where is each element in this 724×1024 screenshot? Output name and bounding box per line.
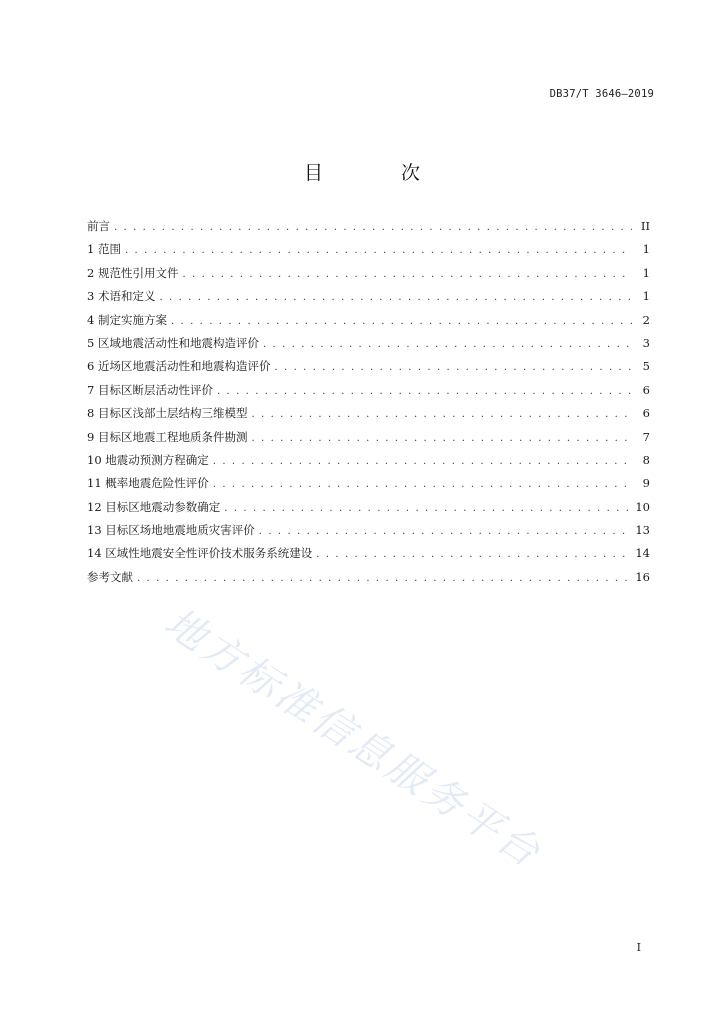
table-of-contents: [87, 218, 650, 592]
toc-leader-dots: [137, 573, 629, 584]
toc-entry-page: 1: [642, 242, 650, 257]
toc-leader-dots: [316, 549, 629, 560]
toc-entry-geological-hazard[interactable]: [87, 522, 650, 545]
toc-entry-page: 1: [642, 289, 650, 304]
toc-leader-dots: [114, 222, 632, 233]
toc-leader-dots: [274, 362, 632, 373]
toc-leader-dots: [159, 292, 632, 303]
toc-entry-foreword[interactable]: [87, 218, 650, 241]
document-code: DB37/T 3646—2019: [549, 88, 654, 100]
toc-entry-fault-activity[interactable]: [87, 382, 650, 405]
toc-entry-page: II: [640, 219, 650, 233]
toc-entry-page: 6: [642, 406, 650, 421]
toc-entry-label: 前言: [87, 219, 110, 233]
toc-leader-dots: [182, 269, 632, 280]
toc-leader-dots: [171, 316, 632, 327]
toc-entry-label: 9 目标区地震工程地质条件勘测: [87, 429, 248, 444]
toc-entry-ground-motion-parameters[interactable]: [87, 499, 650, 522]
toc-leader-dots: [213, 456, 632, 467]
toc-entry-label: 10 地震动预测方程确定: [87, 452, 209, 467]
toc-title: 目 次: [303, 162, 457, 184]
toc-entry-service-system[interactable]: [87, 545, 650, 568]
toc-entry-label: 5 区域地震活动性和地震构造评价: [87, 335, 259, 350]
toc-entry-page: 10: [635, 499, 650, 514]
toc-entry-label: 2 规范性引用文件: [87, 265, 179, 280]
toc-leader-dots: [217, 386, 632, 397]
toc-entry-label: 7 目标区断层活动性评价: [87, 382, 213, 397]
toc-entry-near-field-seismicity[interactable]: [87, 358, 650, 381]
toc-entry-page: 2: [642, 312, 650, 327]
toc-entry-label: 13 目标区场地地震地质灾害评价: [87, 523, 255, 538]
toc-entry-label: 8 目标区浅部土层结构三维模型: [87, 406, 248, 421]
toc-entry-implementation-plan[interactable]: [87, 312, 650, 335]
toc-entry-scope[interactable]: [87, 241, 650, 264]
toc-entry-regional-seismicity[interactable]: [87, 335, 650, 358]
toc-leader-dots: [251, 433, 632, 444]
toc-entry-terms[interactable]: [87, 288, 650, 311]
toc-leader-dots: [251, 409, 632, 420]
toc-leader-dots: [125, 245, 632, 256]
toc-leader-dots: [263, 339, 632, 350]
toc-entry-label: 3 术语和定义: [87, 289, 156, 304]
toc-leader-dots: [213, 479, 632, 490]
toc-entry-label: 4 制定实施方案: [87, 312, 167, 327]
toc-entry-ground-motion-equation[interactable]: [87, 452, 650, 475]
toc-entry-label: 14 区域性地震安全性评价技术服务系统建设: [87, 546, 313, 561]
toc-entry-page: 7: [642, 429, 650, 444]
toc-entry-geological-survey[interactable]: [87, 429, 650, 452]
toc-leader-dots: [259, 526, 630, 537]
toc-leader-dots: [224, 503, 629, 514]
toc-entry-label: 1 范围: [87, 242, 121, 257]
toc-entry-label: 11 概率地震危险性评价: [87, 476, 209, 491]
toc-entry-label: 参考文献: [87, 569, 133, 584]
page-number: I: [636, 941, 641, 954]
toc-entry-page: 5: [642, 359, 650, 374]
toc-entry-page: 13: [635, 523, 650, 538]
watermark: 地方标准信息服务平台: [156, 599, 551, 878]
toc-entry-normative-references[interactable]: [87, 265, 650, 288]
toc-entry-bibliography[interactable]: [87, 569, 650, 592]
toc-entry-page: 14: [635, 546, 650, 561]
toc-entry-page: 3: [642, 335, 650, 350]
toc-entry-page: 9: [642, 476, 650, 491]
toc-entry-soil-3d-model[interactable]: [87, 405, 650, 428]
toc-entry-page: 6: [642, 382, 650, 397]
toc-entry-page: 16: [635, 569, 650, 584]
toc-entry-page: 8: [642, 452, 650, 467]
toc-entry-label: 6 近场区地震活动性和地震构造评价: [87, 359, 271, 374]
toc-entry-page: 1: [642, 265, 650, 280]
toc-entry-label: 12 目标区地震动参数确定: [87, 499, 221, 514]
toc-entry-probabilistic-hazard[interactable]: [87, 475, 650, 498]
